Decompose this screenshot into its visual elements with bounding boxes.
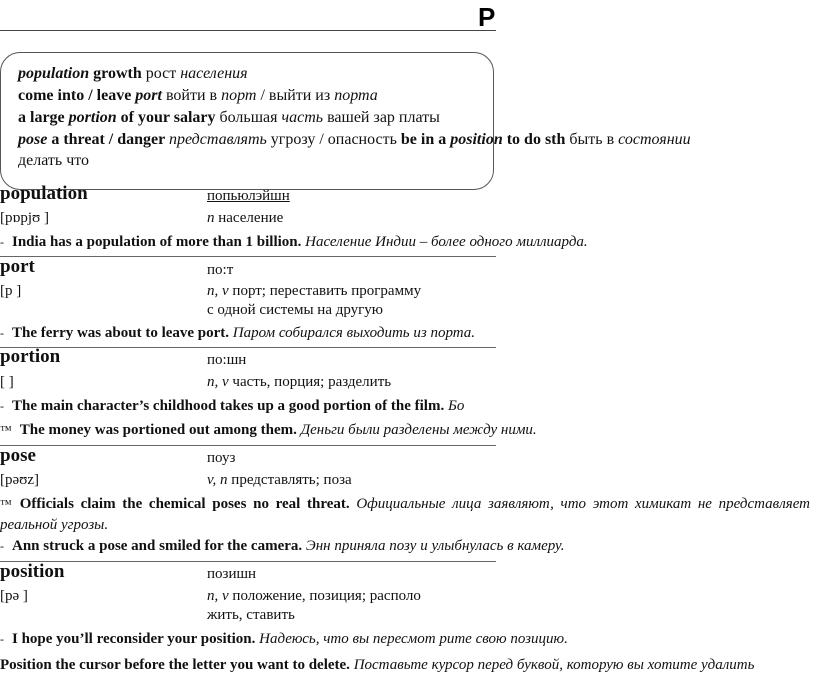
pos-label: n (207, 210, 215, 226)
example-en: India has a population of more than 1 billion. (12, 234, 302, 250)
meaning-text: часть, порция; разделить (228, 374, 392, 390)
meaning-text: положение, позиция; располо (228, 588, 421, 604)
example-marker: - (0, 539, 4, 553)
phrase-line (18, 151, 89, 171)
entry-word-portion: portion (0, 346, 61, 367)
entry-transcription-position: позишн (207, 566, 257, 582)
meaning-text: порт; переставить программу (228, 283, 422, 299)
phrase-part: position (450, 131, 503, 148)
phrase-line (18, 64, 248, 84)
entry-ipa-population: [pɒpjʊ ] (0, 210, 49, 226)
entry-ipa-pose: [pəʊz] (0, 472, 40, 488)
entry-meaning-port (207, 283, 421, 300)
pos-label: n, v (207, 283, 229, 299)
phrase-part: населения (180, 65, 248, 82)
example-ru: Деньги были разделены между ними. (296, 422, 537, 438)
example-en: The ferry was about to leave port. (12, 325, 230, 341)
entry-word-position: position (0, 561, 65, 582)
pos-label: n, v (207, 588, 229, 604)
phrase-part: вашей зар платы (323, 109, 440, 126)
meaning-text: население (214, 210, 284, 226)
section-letter: P (478, 2, 496, 32)
example (0, 398, 464, 415)
entry-divider (0, 445, 496, 446)
entry-transcription-population: попьюлэйшн (207, 188, 290, 204)
phrase-part: угрозу / опасность (266, 131, 401, 148)
entry-word-pose: pose (0, 445, 36, 466)
phrase-part: большая (219, 109, 282, 126)
phrase-part: of your salary (116, 109, 220, 126)
entry-ipa-position: [pə ] (0, 588, 28, 604)
phrase-part: порт (221, 87, 257, 104)
example-ru: Официальные лица заявляют, что этот химикат не представляет реальной угрозы. (0, 496, 810, 533)
phrase-part: portion (68, 109, 117, 126)
entry-transcription-port: по:т (207, 262, 234, 278)
entry-word-population: population (0, 183, 88, 204)
phrase-part: войти в (161, 87, 222, 104)
example-en: Officials claim the chemical poses no real threat. (19, 496, 350, 512)
phrase-part: состоянии (618, 131, 691, 148)
phrase-part: делать что (18, 152, 90, 169)
entry-meaning-cont-position: жить, ставить (207, 607, 295, 623)
example-ru: Надеюсь, что вы пересмот рите свою позицию. (255, 631, 568, 647)
phrase-part: growth (89, 65, 146, 82)
entry-word-port: port (0, 256, 35, 277)
entry-transcription-portion: по:шн (207, 352, 247, 368)
phrase-part: pose (18, 131, 48, 148)
entry-meaning-population (207, 210, 283, 227)
phrase-part: порта (334, 87, 378, 104)
example-en: Position the cursor before the letter you want to delete. (0, 657, 350, 673)
phrase-part: a threat / danger (47, 131, 169, 148)
example-en: The money was portioned out among them. (19, 422, 297, 438)
example (0, 234, 588, 251)
phrase-part: to do sth (502, 131, 570, 148)
example (0, 655, 810, 676)
example-ru: Бо (444, 398, 465, 414)
meaning-text: представлять; поза (227, 472, 352, 488)
example-en: Ann struck a pose and smiled for the camera. (12, 538, 303, 554)
entry-meaning-pose (207, 472, 352, 489)
phrase-part: be in a (400, 131, 451, 148)
phrase-part: a large (18, 109, 69, 126)
phrase-part: представлять (168, 131, 267, 148)
phrase-part: часть (281, 109, 324, 126)
entry-ipa-port: [p ] (0, 283, 22, 299)
pos-label: v, n (207, 472, 228, 488)
phrase-part: port (135, 87, 162, 104)
example-ru: Население Индии – более одного миллиарда. (301, 234, 588, 250)
example-en: The main character’s childhood takes up a good portion of the film. (12, 398, 445, 414)
phrase-part: рост (145, 65, 181, 82)
entry-meaning-cont-port: с одной системы на другую (207, 302, 384, 318)
pos-label: n, v (207, 374, 229, 390)
header-rule (0, 30, 496, 31)
entry-divider (0, 347, 496, 348)
example-ru: Паром собирался выходить из порта. (229, 325, 476, 341)
entry-meaning-portion (207, 374, 391, 391)
example-marker: - (0, 235, 4, 249)
example (0, 538, 565, 555)
phrase-line (18, 108, 440, 128)
example-ru: Энн приняла позу и улыбнулась в камеру. (302, 538, 565, 554)
entry-divider (0, 256, 496, 257)
phrase-part: population (18, 65, 90, 82)
entry-ipa-portion: [ ] (0, 374, 14, 390)
phrase-line (18, 86, 378, 106)
entry-divider (0, 561, 496, 562)
entry-transcription-pose: поуз (207, 450, 236, 466)
example-en: I hope you’ll reconsider your position. (12, 631, 256, 647)
example (0, 494, 810, 536)
example-marker: - (0, 632, 4, 646)
phrase-part: come into / leave (18, 87, 136, 104)
example-ru: Поставьте курсор перед буквой, которую вы хотите удалить (349, 657, 755, 673)
example-marker: - (0, 399, 4, 413)
entry-meaning-position (207, 588, 421, 605)
example-marker: ™ (0, 423, 12, 437)
example (0, 631, 568, 648)
example-marker: ™ (0, 497, 12, 511)
phrase-line (18, 130, 691, 150)
example (0, 422, 537, 439)
example (0, 325, 475, 342)
example-marker: - (0, 326, 4, 340)
phrase-part: / выйти из (256, 87, 335, 104)
phrase-part: быть в (569, 131, 619, 148)
